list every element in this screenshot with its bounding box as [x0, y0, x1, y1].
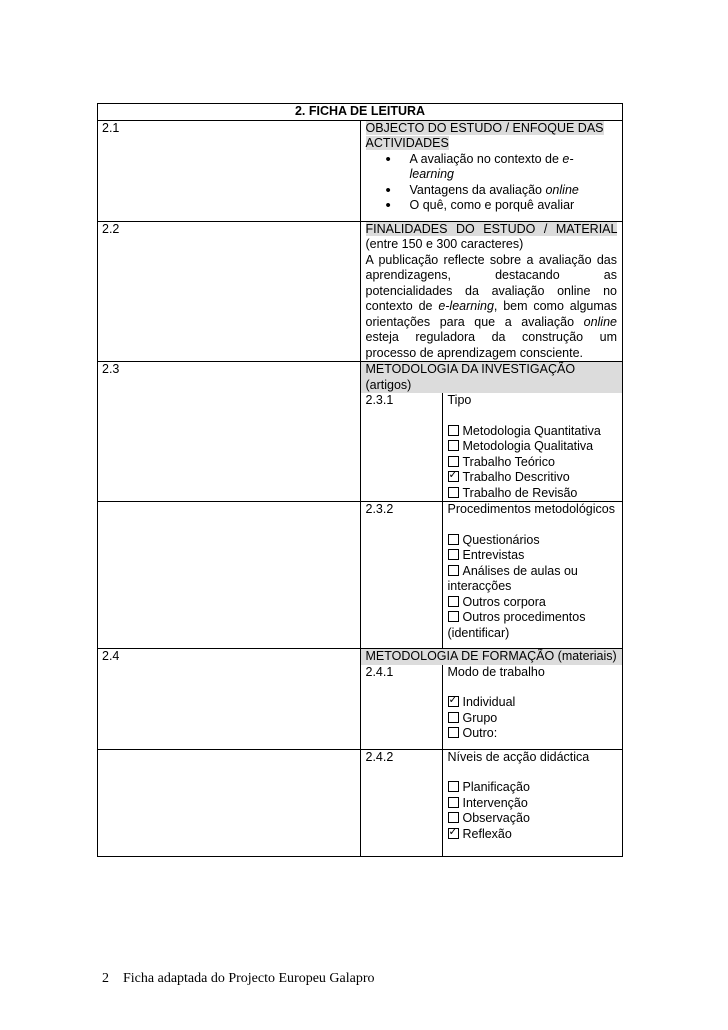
subsection-table	[361, 393, 623, 501]
checkbox-option[interactable]: Intervenção	[448, 796, 623, 812]
footnote-text: Ficha adaptada do Projecto Europeu Galapro	[123, 971, 375, 986]
footnote	[102, 971, 375, 987]
checkbox-option[interactable]: Metodologia Qualitativa	[448, 439, 623, 455]
checkbox-option[interactable]: Trabalho de Revisão	[448, 486, 623, 502]
subsection-number: 2.3.1	[365, 393, 394, 407]
section-content	[360, 221, 623, 362]
subsection-content	[442, 750, 622, 857]
section-content	[360, 649, 623, 750]
subsection-number: 2.4.2	[365, 749, 394, 764]
checkbox-option[interactable]: Trabalho Teórico	[448, 455, 623, 471]
section-2-1	[98, 120, 623, 221]
checkbox-option[interactable]: ✓Individual	[448, 695, 623, 711]
section-heading-line	[366, 222, 618, 253]
checkbox-option[interactable]: Outros corpora	[448, 595, 623, 611]
section-heading: METODOLOGIA DE FORMAÇÃO (materiais)	[361, 649, 623, 665]
checkbox-empty-icon	[448, 797, 459, 808]
section-number: 2.1	[98, 120, 361, 221]
bullet-item: • A avaliação no contexto de e-learning	[386, 152, 618, 183]
section-number: 2.2	[98, 221, 361, 362]
checkbox-checked-icon	[448, 696, 459, 707]
section-number: 2.3	[98, 362, 361, 502]
bullet-list	[366, 152, 618, 221]
checkbox-option[interactable]: Entrevistas	[448, 548, 623, 564]
checkbox-empty-icon	[448, 440, 459, 451]
section-number: 2.4	[98, 649, 361, 750]
subsection-label: Modo de trabalho	[447, 664, 545, 679]
subsection-label: Níveis de acção didáctica	[447, 749, 590, 764]
checkbox-empty-icon	[448, 812, 459, 823]
checkbox-empty-icon	[448, 611, 459, 622]
checkbox-empty-icon	[448, 727, 459, 738]
subsection-content	[442, 393, 622, 501]
checkbox-empty-icon	[448, 565, 459, 576]
checkbox-option[interactable]: ✓Reflexão	[448, 827, 623, 843]
checkbox-option[interactable]: Outros procedimentos (identificar)	[447, 610, 586, 640]
section-heading: METODOLOGIA DA INVESTIGAÇÃO (artigos)	[361, 362, 623, 393]
section-2-2	[98, 221, 623, 362]
checkbox-empty-icon	[448, 549, 459, 560]
section-heading: OBJECTO DO ESTUDO / ENFOQUE DAS ACTIVIDADES	[365, 120, 604, 150]
checkbox-option[interactable]: Observação	[448, 811, 623, 827]
checkbox-option[interactable]: Questionários	[448, 533, 623, 549]
section-content	[360, 120, 623, 221]
subsection-table	[361, 750, 623, 857]
subsection-table	[361, 502, 623, 648]
reading-form-table	[97, 103, 623, 857]
checkbox-option[interactable]: Análises de aulas ou interacções	[447, 563, 578, 593]
checkbox-option[interactable]: Metodologia Quantitativa	[448, 424, 623, 440]
subsection-number: 2.3.2	[365, 502, 394, 516]
checkbox-option[interactable]: Outro:	[448, 726, 623, 742]
checkbox-option[interactable]: Planificação	[448, 780, 623, 796]
checkbox-empty-icon	[448, 487, 459, 498]
checkbox-checked-icon	[448, 828, 459, 839]
bullet-item: • O quê, como e porquê avaliar	[386, 198, 618, 214]
checkbox-checked-icon	[448, 471, 459, 482]
checkbox-empty-icon	[448, 425, 459, 436]
section-2-4-2	[98, 749, 623, 857]
section-heading: FINALIDADES DO ESTUDO / MATERIAL	[365, 221, 617, 236]
section-content	[360, 362, 623, 502]
subsection-table	[361, 665, 623, 749]
heading-note: (entre 150 e 300 caracteres)	[365, 237, 524, 251]
checkbox-option[interactable]: ✓Trabalho Descritivo	[448, 470, 623, 486]
subsection-label: Procedimentos metodológicos	[447, 502, 615, 516]
section-2-4	[98, 649, 623, 750]
form-title: 2. FICHA DE LEITURA	[98, 104, 623, 121]
subsection-content	[442, 665, 622, 749]
checkbox-empty-icon	[448, 534, 459, 545]
footnote-number: 2	[102, 971, 109, 986]
checkbox-empty-icon	[448, 781, 459, 792]
checkbox-empty-icon	[448, 596, 459, 607]
section-2-3-2	[98, 502, 623, 649]
checkbox-empty-icon	[448, 712, 459, 723]
subsection-label: Tipo	[447, 393, 472, 407]
checkbox-empty-icon	[448, 456, 459, 467]
bullet-item: • Vantagens da avaliação online	[386, 183, 618, 199]
checkbox-option[interactable]: Grupo	[448, 711, 623, 727]
subsection-content	[442, 502, 622, 648]
section-2-3	[98, 362, 623, 502]
summary-text: A publicação reflecte sobre a avaliação das aprendizagens, destacando as potencialidades da avaliação online no contexto de e-learning, bem como algumas orientações para que a avaliação online esteja reguladora da construção um processo de aprendizagem consciente.	[365, 252, 617, 360]
subsection-number: 2.4.1	[365, 664, 394, 679]
